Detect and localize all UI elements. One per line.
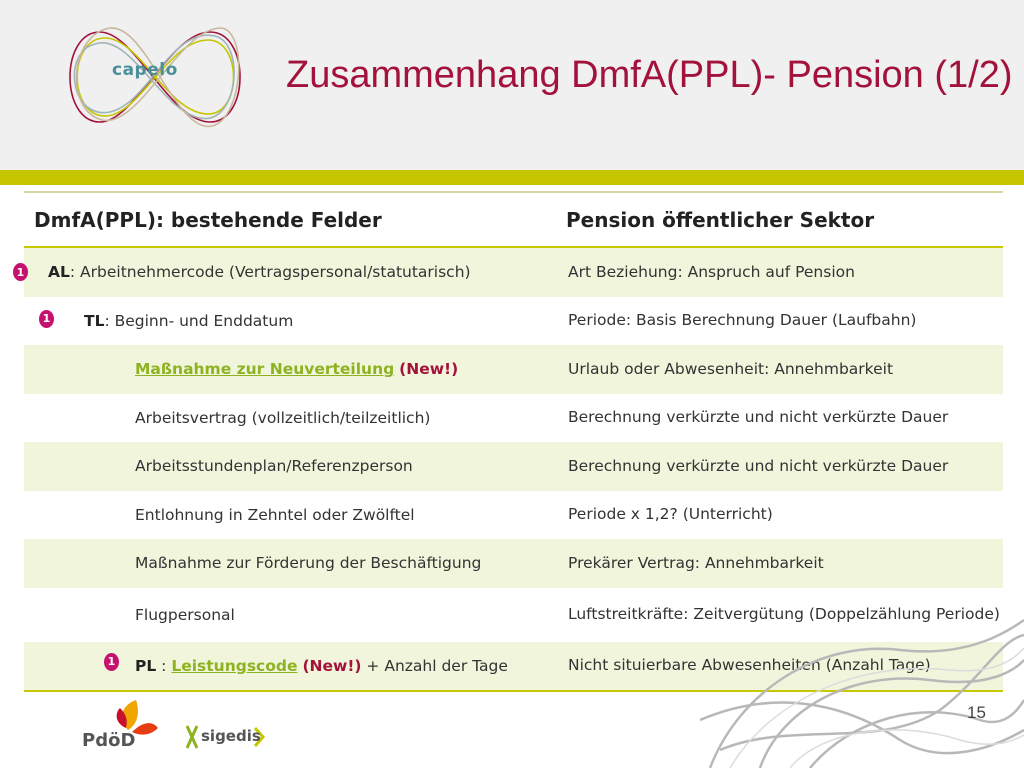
field-separator: : [104,311,115,330]
row-field [24,360,568,378]
row-pension: Art Beziehung: Anspruch auf Pension [568,262,855,281]
page-title: Zusammenhang DmfA(PPL)- Pension (1/2) [286,54,1013,96]
numbered-bullet-icon: 1 [104,653,119,671]
field-link[interactable]: Leistungscode [171,656,298,675]
table-row [24,539,1003,588]
table-row [24,345,1003,394]
new-tag: (New!) [399,360,459,379]
table-row [24,491,1003,540]
table-row [24,297,1003,346]
header-accent-bar [0,170,1024,185]
row-field: Arbeitsvertrag (vollzeitlich/teilzeitlich) [135,408,431,427]
row-pension: Urlaub oder Abwesenheit: Annehmbarkeit [568,359,894,378]
table-header-row [24,191,1003,248]
field-separator: : [69,263,81,282]
row-pension: Berechnung verkürzte und nicht verkürzte Dauer [568,456,949,475]
decorative-curves-icon [700,600,1024,768]
row-field: Flugpersonal [135,605,235,624]
logo-text: capelo [112,60,178,80]
field-description: Beginn- und Enddatum [114,311,294,330]
row-pension: Berechnung verkürzte und nicht verkürzte Dauer [568,408,949,427]
field-separator: : [156,656,172,675]
row-field [24,263,568,281]
row-pension: Nicht situierbare Abwesenheiten (Anzahl Tage) [568,656,931,675]
table-row [16,248,1003,297]
table-row [24,394,1003,443]
field-description: Arbeitnehmercode (Vertragspersonal/statutarisch) [80,263,471,282]
col2-header: Pension öffentlicher Sektor [566,207,875,232]
row-field: Entlohnung in Zehntel oder Zwölftel [135,505,415,524]
row-field: Arbeitsstundenplan/Referenzperson [135,457,413,476]
numbered-bullet-icon: 1 [39,310,54,328]
sigedis-logo-text: sigedis [201,727,261,745]
row-pension: Periode: Basis Berechnung Dauer (Laufbahn) [568,311,917,330]
field-code: TL [84,311,105,330]
row-pension: Periode x 1,2? (Unterricht) [568,505,773,524]
field-code: PL [135,656,157,675]
table-row [24,442,1003,491]
col1-header: DmfA(PPL): bestehende Felder [34,207,382,232]
field-code: AL [48,263,70,282]
field-suffix: + Anzahl der Tage [361,656,508,675]
numbered-bullet-icon: 1 [13,263,28,281]
row-pension: Prekärer Vertrag: Annehmbarkeit [568,553,824,572]
row-field [24,312,568,330]
field-link[interactable]: Maßnahme zur Neuverteilung [135,360,395,379]
pdod-logo-text: PdöD [82,730,136,751]
row-pension: Luftstreitkräfte: Zeitvergütung (Doppelzählung Periode) [568,604,1000,623]
new-tag: (New!) [302,656,362,675]
row-field: Maßnahme zur Förderung der Beschäftigung [135,554,482,573]
page-number: 15 [967,703,986,722]
